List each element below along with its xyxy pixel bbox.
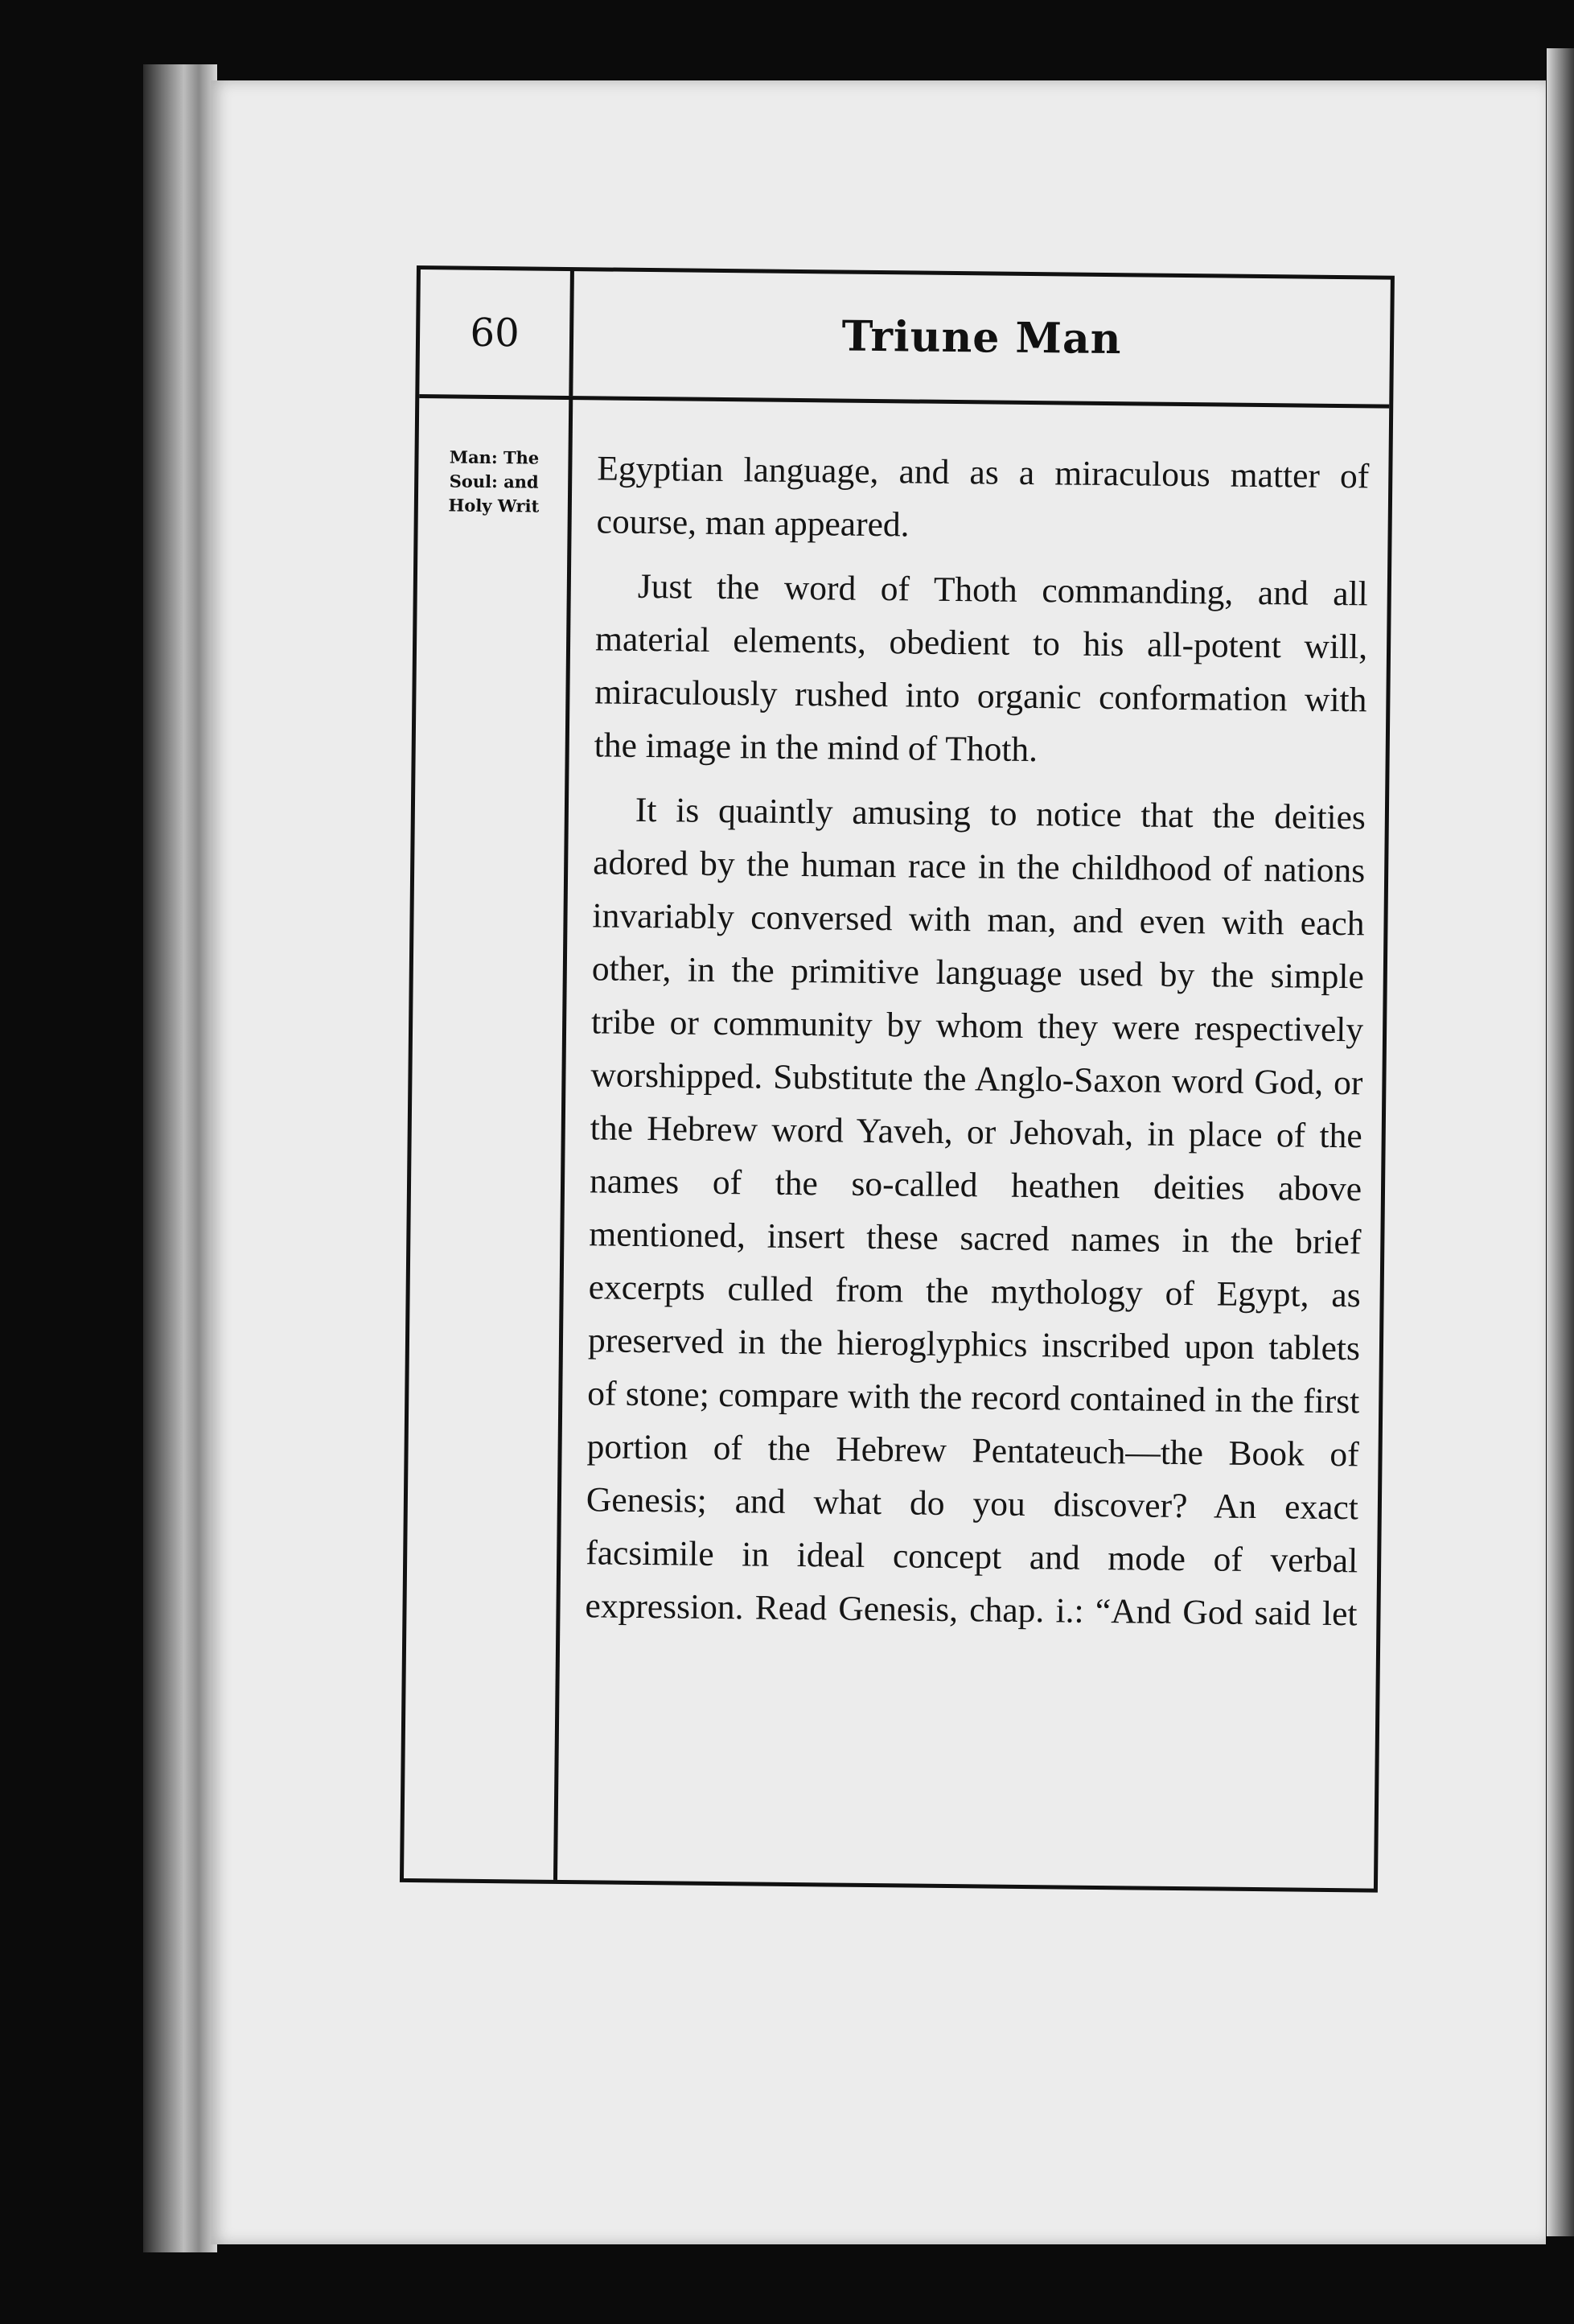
paragraph: It is quaintly amusing to notice that the deities adored by the human race in the childhood of nations invariably conversed with man, and even with each other, in the primitive language used by the simple tribe or community by whom they were respectively worshipped. Substitute the Anglo-Saxon word God, or the Hebrew word Yaveh, or Jehovah, in place of the names of the so-called heathen deities above mentioned, insert these sacred names in the brief excerpts culled from the mythology of Egypt, as preserved in the hieroglyphics inscribed upon tablets of stone; compare with the record contained in the first portion of the Hebrew Pentateuch—the Book of Genesis; and what do you discover? An exact facsimile in ideal concept and mode of verbal expression. Read Genesis, chap. i.: “And God said let	[585, 790, 1366, 1634]
paragraph: Egyptian language, and as a miraculous matter of course, man appeared.	[596, 449, 1370, 545]
page-edge-shadow	[1547, 48, 1574, 2236]
margin-column	[404, 398, 569, 1880]
page-number: 60	[470, 310, 520, 356]
running-title: Triune Man	[841, 311, 1122, 364]
page-frame	[400, 265, 1395, 1893]
marginal-note: Man: The Soul: and Holy Writ	[448, 446, 540, 516]
body-text	[585, 442, 1370, 1651]
book-binding	[143, 64, 217, 2252]
page-header	[419, 269, 1391, 409]
paragraph: Just the word of Thoth commanding, and all material elements, obedient to his all-potent will, miraculously rushed into organic conformation with the image in the mind of Thoth.	[594, 566, 1369, 770]
